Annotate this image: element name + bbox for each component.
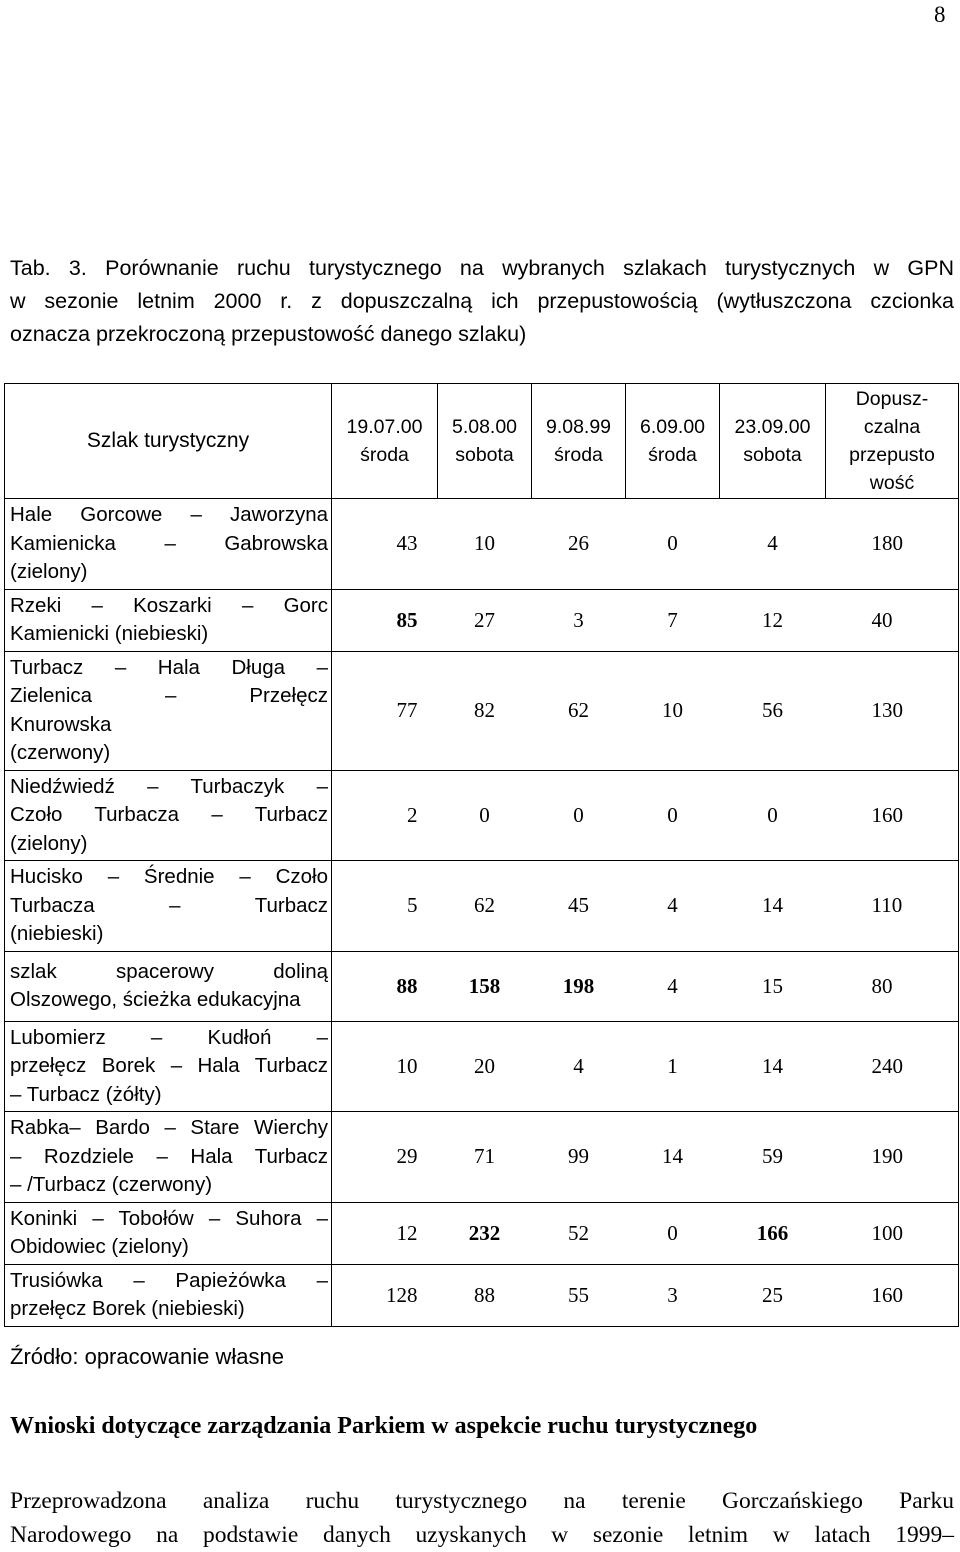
- header-capacity-line: wość: [869, 472, 915, 494]
- count-value: 0: [479, 802, 490, 827]
- header-capacity-line: czalna: [863, 416, 921, 438]
- count-value: 59: [762, 1144, 783, 1169]
- count-value: 20: [474, 1053, 495, 1078]
- trail-traffic-table: [4, 383, 959, 1327]
- count-cell: [438, 499, 532, 590]
- count-value: 10: [662, 698, 683, 722]
- trail-name-cell: [5, 1112, 332, 1203]
- table-row: [5, 770, 959, 861]
- count-value: 4: [667, 893, 678, 918]
- count-value: 0: [667, 531, 678, 556]
- count-value: 2: [407, 802, 418, 827]
- count-cell: [438, 651, 532, 770]
- count-value: 25: [762, 1282, 783, 1307]
- count-value: 56: [762, 698, 783, 722]
- capacity-value: 240: [871, 1053, 903, 1078]
- count-value: 14: [762, 893, 783, 918]
- trail-name-cell: [5, 861, 332, 952]
- trail-name-line: Niedźwiedź – Turbaczyk –: [10, 774, 328, 798]
- capacity-value: 160: [871, 1282, 903, 1307]
- capacity-value: 190: [871, 1144, 903, 1169]
- count-value: 55: [568, 1282, 589, 1307]
- capacity-value: 40: [871, 607, 893, 632]
- trail-name-line: Obidowiec (zielony): [10, 1235, 189, 1258]
- count-cell: [626, 1202, 720, 1264]
- count-cell: [532, 770, 626, 861]
- count-cell: [626, 1021, 720, 1112]
- header-date-2: [438, 384, 532, 499]
- count-cell: [532, 1021, 626, 1112]
- trail-name-cell: [5, 1264, 332, 1326]
- trail-name-line: Zielenica – Przełęcz: [10, 684, 328, 707]
- count-cell: [332, 1264, 438, 1326]
- table-row: [5, 1021, 959, 1112]
- count-value: 0: [667, 802, 678, 827]
- capacity-cell: [826, 1202, 959, 1264]
- header-capacity-line: przepusto: [849, 444, 935, 466]
- count-value: 0: [767, 802, 778, 827]
- count-value: 14: [762, 1053, 783, 1078]
- count-cell: [626, 1264, 720, 1326]
- header-date-3: [532, 384, 626, 499]
- count-cell: [332, 951, 438, 1021]
- header-date-4: [626, 384, 720, 499]
- count-value-exceeded: 232: [468, 1220, 501, 1245]
- count-cell: [332, 1202, 438, 1264]
- count-cell: [332, 861, 438, 952]
- count-value-exceeded: 198: [562, 973, 595, 998]
- header-date-5: [720, 384, 826, 499]
- count-cell: [438, 770, 532, 861]
- count-cell: [332, 770, 438, 861]
- table-row: [5, 499, 959, 590]
- count-cell: [332, 1021, 438, 1112]
- capacity-cell: [826, 770, 959, 861]
- count-value: 7: [667, 607, 678, 632]
- count-value: 88: [474, 1282, 495, 1307]
- caption-line: oznacza przekroczoną przepustowość danego szlaku): [10, 322, 527, 346]
- table-row: [5, 1202, 959, 1264]
- header-day: środa: [360, 444, 409, 466]
- count-cell: [532, 1202, 626, 1264]
- count-value: 77: [396, 698, 418, 722]
- capacity-cell: [826, 1264, 959, 1326]
- count-value: 1: [667, 1053, 678, 1078]
- count-cell: [626, 589, 720, 651]
- trail-name-line: Turbacz – Hala Długa –: [10, 655, 328, 679]
- caption-line: Tab. 3. Porównanie ruchu turystycznego na wybranych szlakach turystycznych w GPN: [10, 256, 954, 280]
- header-capacity: [826, 384, 959, 499]
- page-number: 8: [934, 2, 946, 27]
- header-day: sobota: [455, 444, 514, 466]
- count-cell: [532, 861, 626, 952]
- count-value: 4: [667, 973, 678, 998]
- capacity-value: 180: [871, 531, 903, 556]
- count-value: 43: [396, 531, 418, 556]
- count-cell: [720, 1202, 826, 1264]
- header-date: 5.08.00: [451, 416, 518, 438]
- capacity-value: 100: [871, 1220, 903, 1245]
- trail-name-line: Lubomierz – Kudłoń –: [10, 1025, 328, 1049]
- count-cell: [626, 1112, 720, 1203]
- count-value: 82: [474, 698, 495, 722]
- count-cell: [332, 589, 438, 651]
- table-row: [5, 1264, 959, 1326]
- capacity-value: 160: [871, 802, 903, 827]
- count-value: 10: [474, 531, 495, 556]
- capacity-cell: [826, 651, 959, 770]
- capacity-cell: [826, 1112, 959, 1203]
- capacity-cell: [826, 951, 959, 1021]
- count-cell: [438, 861, 532, 952]
- count-cell: [332, 1112, 438, 1203]
- count-cell: [438, 589, 532, 651]
- table-row: [5, 651, 959, 770]
- trail-name-line: (zielony): [10, 560, 88, 583]
- count-value: 62: [474, 893, 495, 918]
- capacity-cell: [826, 861, 959, 952]
- count-cell: [626, 770, 720, 861]
- body-paragraph: [10, 1484, 954, 1552]
- table-row: [5, 589, 959, 651]
- body-line: Narodowego na podstawie danych uzyskanych w sezonie letnim w latach 1999–: [10, 1522, 954, 1548]
- trail-name-cell: [5, 770, 332, 861]
- trail-name-cell: [5, 589, 332, 651]
- capacity-value: 110: [871, 893, 903, 918]
- header-trail: Szlak turystyczny: [5, 384, 332, 499]
- table-header-row: [5, 384, 959, 499]
- count-value: 12: [396, 1220, 418, 1245]
- trail-name-line: (czerwony): [10, 741, 111, 764]
- count-cell: [532, 589, 626, 651]
- count-value: 4: [767, 531, 778, 556]
- caption-line: w sezonie letnim 2000 r. z dopuszczalną ich przepustowością (wytłuszczona czcionka: [10, 289, 954, 313]
- trail-name-line: Trusiówka – Papieżówka –: [10, 1268, 328, 1292]
- count-cell: [532, 1112, 626, 1203]
- capacity-cell: [826, 1021, 959, 1112]
- count-value-exceeded: 85: [396, 607, 418, 632]
- count-value-exceeded: 88: [396, 973, 418, 998]
- trail-name-line: przełęcz Borek – Hala Turbacz: [10, 1054, 328, 1077]
- trail-name-line: Kamienicki (niebieski): [10, 622, 209, 645]
- count-value: 3: [573, 607, 584, 632]
- trail-name-line: Czoło Turbacza – Turbacz: [10, 803, 328, 826]
- count-value: 52: [568, 1220, 589, 1245]
- header-capacity-line: Dopusz-: [855, 388, 929, 410]
- table-row: [5, 1112, 959, 1203]
- table-row: [5, 951, 959, 1021]
- count-cell: [438, 1202, 532, 1264]
- count-value: 0: [573, 802, 584, 827]
- header-date-1: [332, 384, 438, 499]
- body-line: Przeprowadzona analiza ruchu turystycznego na terenie Gorczańskiego Parku: [10, 1488, 954, 1514]
- trail-name-line: Olszowego, ścieżka edukacyjna: [10, 988, 301, 1011]
- count-cell: [438, 951, 532, 1021]
- count-value: 26: [568, 531, 589, 556]
- trail-name-line: Kamienicka – Gabrowska: [10, 531, 328, 555]
- trail-name-cell: [5, 651, 332, 770]
- count-value: 10: [396, 1053, 418, 1078]
- count-cell: [532, 951, 626, 1021]
- trail-name-line: przełęcz Borek (niebieski): [10, 1297, 245, 1320]
- count-value: 62: [568, 698, 589, 722]
- header-date: 19.07.00: [346, 416, 423, 438]
- header-date: 9.08.99: [545, 416, 612, 438]
- source-note: Źródło: opracowanie własne: [10, 1344, 284, 1369]
- count-cell: [720, 499, 826, 590]
- count-cell: [720, 861, 826, 952]
- count-value: 12: [762, 607, 783, 632]
- trail-name-line: (zielony): [10, 831, 88, 855]
- trail-name-line: szlak spacerowy doliną: [10, 959, 328, 983]
- capacity-cell: [826, 499, 959, 590]
- count-cell: [626, 951, 720, 1021]
- trail-name-cell: [5, 1202, 332, 1264]
- capacity-value: 130: [871, 698, 903, 722]
- capacity-cell: [826, 589, 959, 651]
- count-cell: [720, 1112, 826, 1203]
- count-cell: [332, 499, 438, 590]
- count-value: 0: [667, 1220, 678, 1245]
- count-cell: [532, 499, 626, 590]
- count-value: 27: [474, 607, 495, 632]
- count-cell: [438, 1021, 532, 1112]
- count-value: 71: [474, 1144, 495, 1169]
- trail-name-line: – Turbacz (żółty): [10, 1082, 162, 1106]
- count-cell: [720, 1264, 826, 1326]
- count-cell: [720, 770, 826, 861]
- count-value: 15: [762, 973, 783, 998]
- count-value: 4: [573, 1053, 584, 1078]
- header-day: sobota: [743, 444, 802, 466]
- table-caption: [10, 252, 954, 351]
- header-date: 23.09.00: [734, 416, 811, 438]
- trail-name-line: (niebieski): [10, 922, 104, 945]
- trail-name-line: Hucisko – Średnie – Czoło: [10, 865, 328, 888]
- count-cell: [438, 1112, 532, 1203]
- trail-name-line: Knurowska: [10, 712, 112, 736]
- count-cell: [626, 651, 720, 770]
- trail-name-line: Rabka– Bardo – Stare Wierchy: [10, 1116, 328, 1139]
- count-value-exceeded: 158: [468, 973, 501, 998]
- count-cell: [626, 861, 720, 952]
- count-value-exceeded: 166: [756, 1220, 789, 1245]
- count-value: 14: [662, 1144, 683, 1169]
- trail-name-line: – /Turbacz (czerwony): [10, 1173, 213, 1196]
- trail-name-line: Koninki – Tobołów – Suhora –: [10, 1206, 328, 1230]
- count-cell: [720, 589, 826, 651]
- header-day: środa: [554, 444, 603, 466]
- trail-name-line: Turbacza – Turbacz: [10, 893, 328, 917]
- count-cell: [720, 1021, 826, 1112]
- capacity-value: 80: [871, 973, 893, 998]
- table-row: [5, 861, 959, 952]
- trail-name-cell: [5, 499, 332, 590]
- trail-name-cell: [5, 951, 332, 1021]
- trail-name-line: Rzeki – Koszarki – Gorc: [10, 593, 328, 617]
- section-heading: Wnioski dotyczące zarządzania Parkiem w aspekcie ruchu turystycznego: [10, 1413, 758, 1439]
- count-value: 5: [407, 893, 418, 918]
- header-day: środa: [648, 444, 697, 466]
- count-cell: [720, 651, 826, 770]
- count-value: 3: [667, 1282, 678, 1307]
- count-cell: [532, 651, 626, 770]
- count-cell: [332, 651, 438, 770]
- trail-name-cell: [5, 1021, 332, 1112]
- trail-name-line: Hale Gorcowe – Jaworzyna: [10, 503, 328, 526]
- count-cell: [720, 951, 826, 1021]
- trail-name-line: – Rozdziele – Hala Turbacz: [10, 1144, 328, 1168]
- header-date: 6.09.00: [639, 416, 706, 438]
- count-cell: [438, 1264, 532, 1326]
- count-value: 29: [396, 1144, 418, 1169]
- count-cell: [532, 1264, 626, 1326]
- count-value: 128: [386, 1282, 418, 1307]
- count-value: 45: [568, 893, 589, 918]
- count-value: 99: [568, 1144, 589, 1169]
- count-cell: [626, 499, 720, 590]
